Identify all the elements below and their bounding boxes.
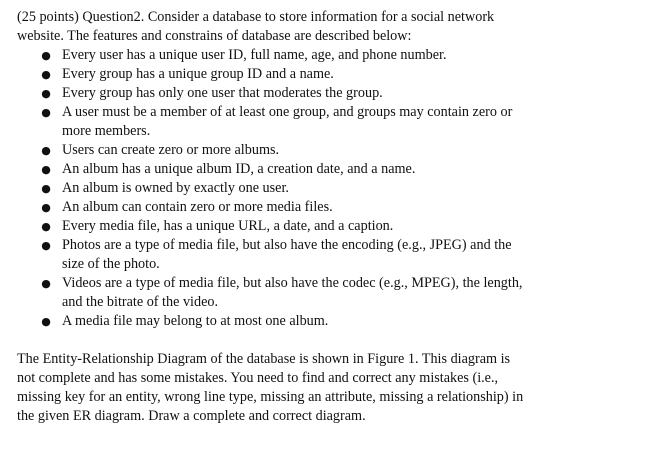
bullet-icon: ●: [41, 144, 51, 157]
closing-line: the given ER diagram. Draw a complete and correct diagram.: [17, 408, 366, 424]
closing-line: not complete and has some mistakes. You need to find and correct any mistakes (i.e.,: [17, 370, 499, 386]
bullet-icon: ●: [41, 68, 51, 81]
requirement-text-line: Every group has only one user that moderates the group.: [62, 85, 383, 101]
bullet-icon: ●: [41, 182, 51, 195]
bullet-icon: ●: [41, 277, 51, 290]
requirement-item: [17, 198, 622, 217]
requirement-text-line: An album has a unique album ID, a creation date, and a name.: [62, 161, 416, 177]
requirement-text-line: and the bitrate of the video.: [62, 294, 219, 310]
closing-line: missing key for an entity, wrong line type, missing an attribute, missing a relationship) in: [17, 389, 524, 405]
bullet-icon: ●: [41, 315, 51, 328]
requirement-text-line: Every media file, has a unique URL, a date, and a caption.: [62, 218, 394, 234]
requirement-text-line: An album is owned by exactly one user.: [62, 180, 289, 196]
requirement-text-line: Every group has a unique group ID and a name.: [62, 66, 334, 82]
bullet-icon: ●: [41, 49, 51, 62]
closing-line: The Entity-Relationship Diagram of the database is shown in Figure 1. This diagram is: [17, 351, 511, 367]
requirement-item: [17, 274, 622, 312]
requirement-text-line: more members.: [62, 123, 151, 139]
requirement-item: [17, 46, 622, 65]
question-intro: [17, 8, 664, 46]
requirements-list: [17, 46, 664, 331]
intro-line: website. The features and constrains of database are described below:: [17, 28, 412, 44]
bullet-icon: ●: [41, 220, 51, 233]
requirement-text-line: Photos are a type of media file, but also have the encoding (e.g., JPEG) and the: [62, 237, 512, 253]
requirement-text-line: size of the photo.: [62, 256, 160, 272]
requirement-text-line: A media file may belong to at most one album.: [62, 313, 329, 329]
bullet-icon: ●: [41, 106, 51, 119]
requirement-text-line: A user must be a member of at least one group, and groups may contain zero or: [62, 104, 513, 120]
bullet-icon: ●: [41, 239, 51, 252]
requirement-item: [17, 65, 622, 84]
requirement-item: [17, 103, 622, 141]
requirement-text-line: An album can contain zero or more media files.: [62, 199, 333, 215]
bullet-icon: ●: [41, 201, 51, 214]
requirement-text-line: Every user has a unique user ID, full name, age, and phone number.: [62, 47, 447, 63]
requirement-text-line: Users can create zero or more albums.: [62, 142, 280, 158]
bullet-icon: ●: [41, 87, 51, 100]
intro-line: (25 points) Question2. Consider a database to store information for a social network: [17, 9, 495, 25]
requirement-item: [17, 236, 622, 274]
requirement-item: [17, 160, 622, 179]
requirement-item: [17, 312, 622, 331]
requirement-item: [17, 84, 622, 103]
requirement-text-line: Videos are a type of media file, but also have the codec (e.g., MPEG), the length,: [62, 275, 523, 291]
bullet-icon: ●: [41, 163, 51, 176]
requirement-item: [17, 179, 622, 198]
closing-paragraph: [17, 350, 617, 426]
requirement-item: [17, 217, 622, 236]
requirement-item: [17, 141, 622, 160]
